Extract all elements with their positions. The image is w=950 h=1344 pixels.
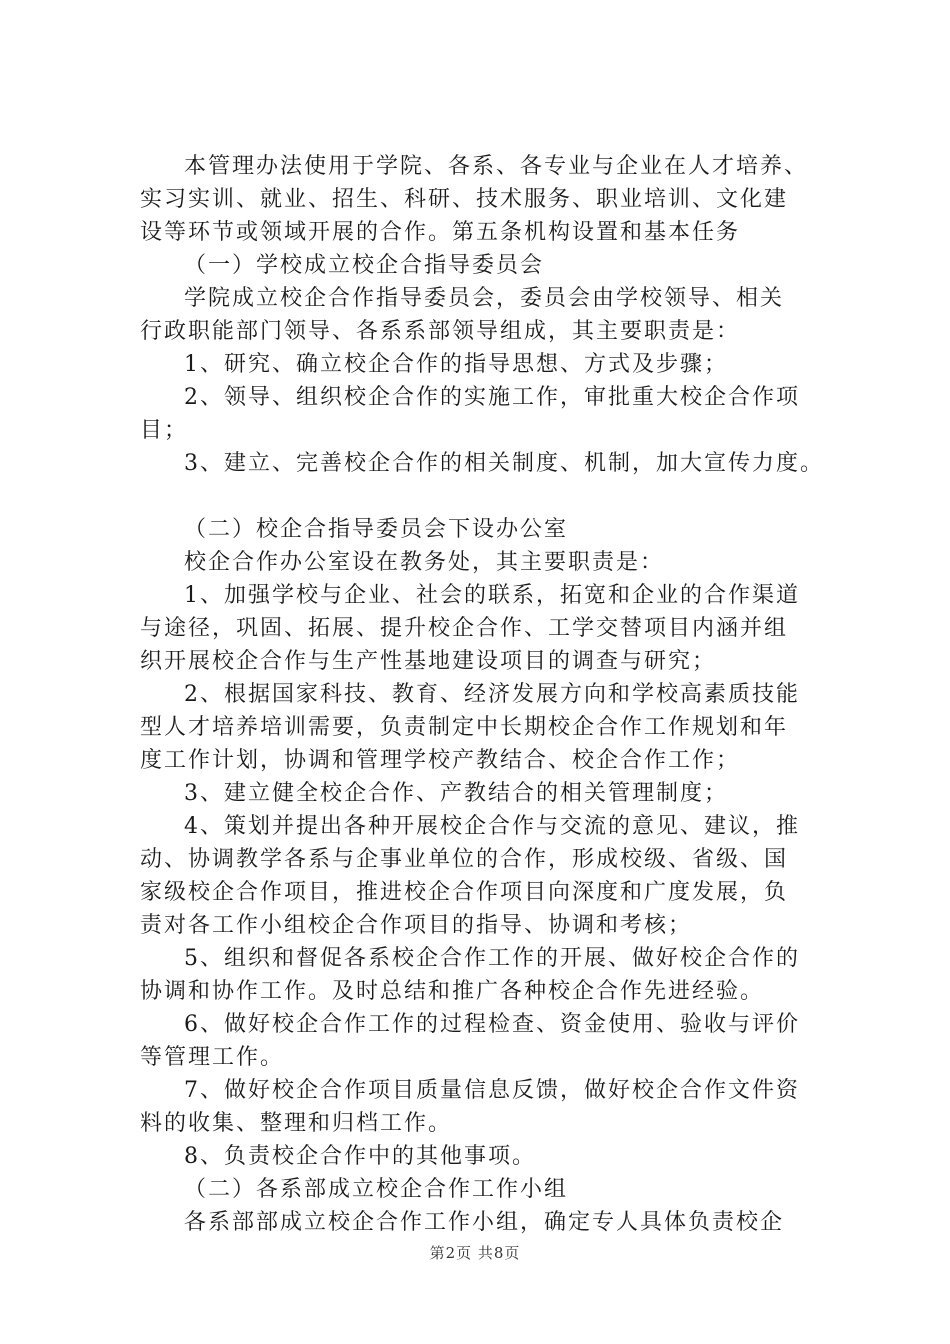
text-line: 度工作计划，协调和管理学校产教结合、校企合作工作； xyxy=(140,748,741,773)
text-line: 实习实训、就业、招生、科研、技术服务、职业培训、文化建 xyxy=(140,187,789,212)
text-line: 协调和协作工作。及时总结和推广各种校企合作先进经验。 xyxy=(140,979,765,1004)
text-line: 责对各工作小组校企合作项目的指导、协调和考核； xyxy=(140,913,693,938)
text-line: 7、做好校企合作项目质量信息反馈，做好校企合作文件资 xyxy=(184,1078,800,1103)
text-line: 型人才培养培训需要，负责制定中长期校企合作工作规划和年 xyxy=(140,715,789,740)
text-line: 8、负责校企合作中的其他事项。 xyxy=(184,1144,536,1169)
text-line: 1、研究、确立校企合作的指导思想、方式及步骤； xyxy=(184,352,728,377)
text-line: 家级校企合作项目，推进校企合作项目向深度和广度发展，负 xyxy=(140,880,789,905)
text-line: 织开展校企合作与生产性基地建设项目的调查与研究； xyxy=(140,649,717,674)
text-line: 3、建立、完善校企合作的相关制度、机制，加大宣传力度。 xyxy=(184,451,824,476)
text-line: 学院成立校企合作指导委员会，委员会由学校领导、相关 xyxy=(184,286,785,311)
text-line: 等管理工作。 xyxy=(140,1045,285,1070)
text-line: 动、协调教学各系与企事业单位的合作，形成校级、省级、国 xyxy=(140,847,789,872)
text-line: 1、加强学校与企业、社会的联系，拓宽和企业的合作渠道 xyxy=(184,583,800,608)
text-line: 设等环节或领域开展的合作。第五条机构设置和基本任务 xyxy=(140,220,741,245)
text-line: 目； xyxy=(140,418,189,443)
text-line: 与途径，巩固、拓展、提升校企合作、工学交替项目内涵并组 xyxy=(140,616,789,641)
text-line: （二）校企合指导委员会下设办公室 xyxy=(184,517,569,542)
text-line: （二）各系部成立校企合作工作小组 xyxy=(184,1177,569,1202)
text-line: （一）学校成立校企合指导委员会 xyxy=(184,253,545,278)
text-line: 3、建立健全校企合作、产教结合的相关管理制度； xyxy=(184,781,728,806)
text-line: 2、根据国家科技、教育、经济发展方向和学校高素质技能 xyxy=(184,682,800,707)
text-line: 6、做好校企合作工作的过程检查、资金使用、验收与评价 xyxy=(184,1012,800,1037)
text-line: 校企合作办公室设在教务处，其主要职责是： xyxy=(184,550,665,575)
text-line: 行政职能部门领导、各系系部领导组成，其主要职责是： xyxy=(140,319,741,344)
text-line: 各系部部成立校企合作工作小组，确定专人具体负责校企 xyxy=(184,1210,785,1235)
text-line: 本管理办法使用于学院、各系、各专业与企业在人才培养、 xyxy=(184,154,809,179)
text-line: 料的收集、整理和归档工作。 xyxy=(140,1111,453,1136)
text-line: 5、组织和督促各系校企合作工作的开展、做好校企合作的 xyxy=(184,946,800,971)
document-body xyxy=(140,150,840,1239)
text-line: 4、策划并提出各种开展校企合作与交流的意见、建议，推 xyxy=(184,814,800,839)
text-line: 2、领导、组织校企合作的实施工作，审批重大校企合作项 xyxy=(184,385,800,410)
text-line xyxy=(140,480,840,513)
page-footer: 第2页 共8页 xyxy=(429,1244,521,1262)
